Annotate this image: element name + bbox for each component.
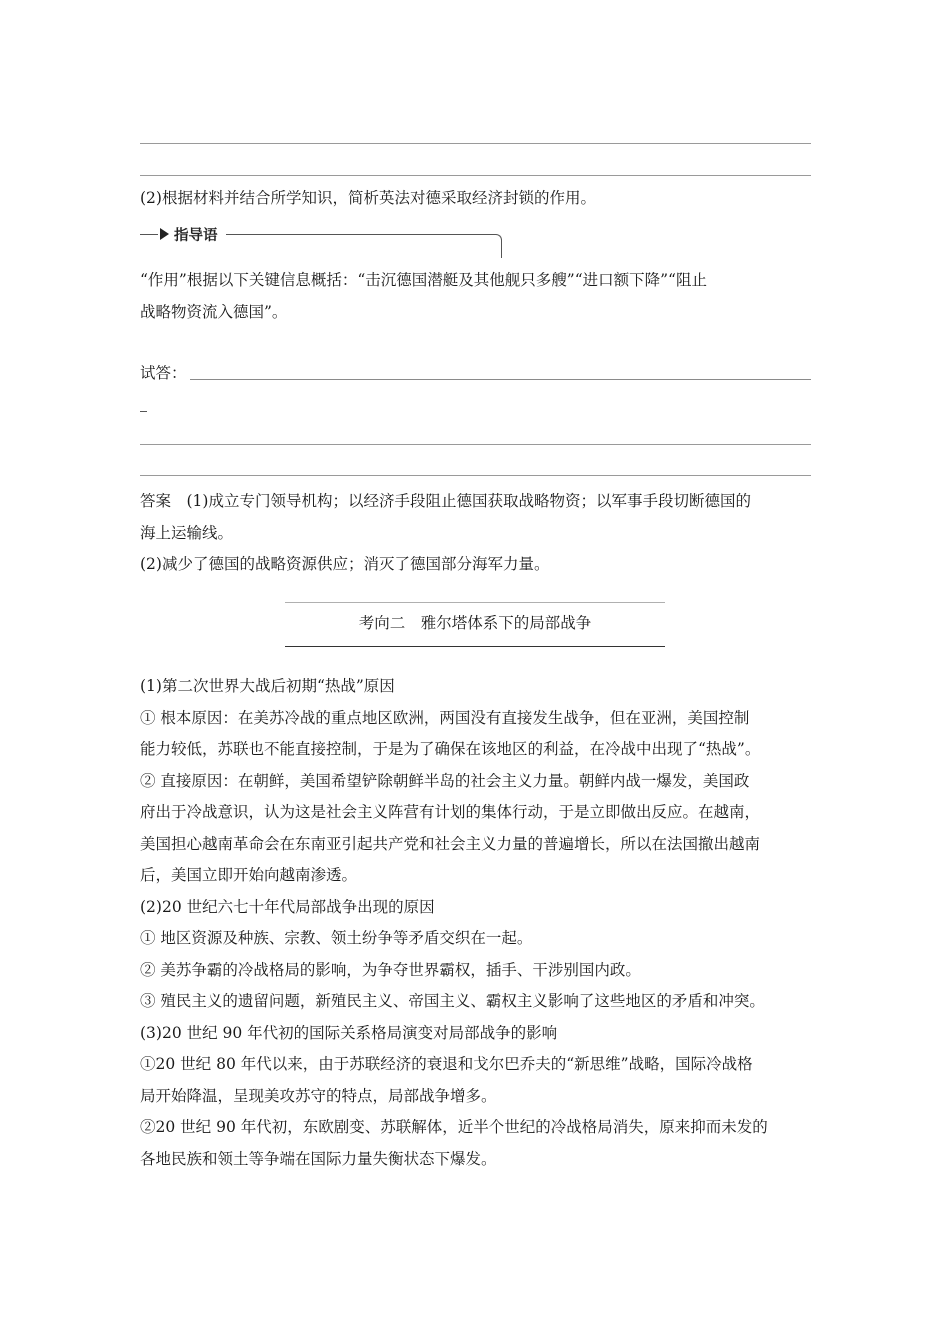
content-line: 美国担心越南革命会在东南亚引起共产党和社会主义力量的普遍增长，所以在法国撤出越南 [140, 834, 761, 853]
content-line: ② 美苏争霸的冷战格局的影响，为争夺世界霸权，插手、干涉别国内政。 [140, 960, 641, 979]
section-bottom-rule [285, 646, 665, 647]
trial-answer-label: 试答： [140, 364, 187, 382]
content-line: 后，美国立即开始向越南渗透。 [140, 866, 358, 884]
answer-line-2 [140, 175, 811, 176]
content-line: ① 地区资源及种族、宗教、领土纷争等矛盾交织在一起。 [140, 929, 533, 947]
content-heading: (1)第二次世界大战后初期“热战”原因 [140, 677, 395, 695]
content-line: ③ 殖民主义的遗留问题，新殖民主义、帝国主义、霸权主义影响了这些地区的矛盾和冲突。 [140, 992, 765, 1010]
guide-label-text: 指导语 [174, 227, 218, 244]
guide-label [140, 222, 226, 246]
content-line: ②20 世纪 90 年代初，东欧剧变、苏联解体，近半个世纪的冷战格局消失，原来抑而未发的 [140, 1118, 768, 1136]
trial-answer-line[interactable] [190, 379, 811, 380]
content-line: ① 根本原因：在美苏冷战的重点地区欧洲，两国没有直接发生战争，但在亚洲，美国控制 [140, 708, 750, 727]
content-line: ①20 世纪 80 年代以来，由于苏联经济的衰退和戈尔巴乔夫的“新思维”战略，国际冷战格 [140, 1055, 753, 1073]
content-line: 府出于冷战意识，认为这是社会主义阵营有计划的集体行动，于是立即做出反应。在越南， [140, 803, 761, 821]
answer-line-1 [140, 143, 811, 144]
answer-line: 海上运输线。 [140, 523, 234, 542]
play-triangle-icon [160, 228, 169, 240]
answer-line-3[interactable] [140, 444, 811, 445]
content-line: 能力较低，苏联也不能直接控制，于是为了确保在该地区的利益，在冷战中出现了“热战”。 [140, 740, 761, 758]
small-dash [140, 411, 147, 412]
guide-dash [140, 234, 158, 235]
answer-block [140, 486, 812, 581]
question-2: (2)根据材料并结合所学知识，简析英法对德采取经济封锁的作用。 [140, 189, 596, 207]
section-top-rule [285, 602, 665, 603]
guide-text [140, 265, 812, 328]
content-line: 局开始降温，呈现美攻苏守的特点，局部战争增多。 [140, 1086, 497, 1105]
trial-answer-row[interactable] [140, 358, 812, 389]
answer-line: (2)减少了德国的战略资源供应；消灭了德国部分海军力量。 [140, 555, 550, 573]
answer-line-4[interactable] [140, 475, 811, 476]
section-title: 考向二 雅尔塔体系下的局部战争 [358, 614, 592, 632]
guide-line: “作用”根据以下关键信息概括：“击沉德国潜艇及其他舰只多艘”“进口额下降”“阻止 [140, 271, 707, 289]
content-line: ② 直接原因：在朝鲜，美国希望铲除朝鲜半岛的社会主义力量。朝鲜内战一爆发，美国政 [140, 771, 750, 790]
guide-line: 战略物资流入德国”。 [140, 302, 288, 321]
content-heading: (3)20 世纪 90 年代初的国际关系格局演变对局部战争的影响 [140, 1023, 558, 1042]
content-block [140, 671, 812, 1175]
content-line: 各地民族和领土等争端在国际力量失衡状态下爆发。 [140, 1149, 497, 1168]
answer-line: 答案 (1)成立专门领导机构；以经济手段阻止德国获取战略物资；以军事手段切断德国的 [140, 492, 751, 510]
content-heading: (2)20 世纪六七十年代局部战争出现的原因 [140, 897, 435, 916]
